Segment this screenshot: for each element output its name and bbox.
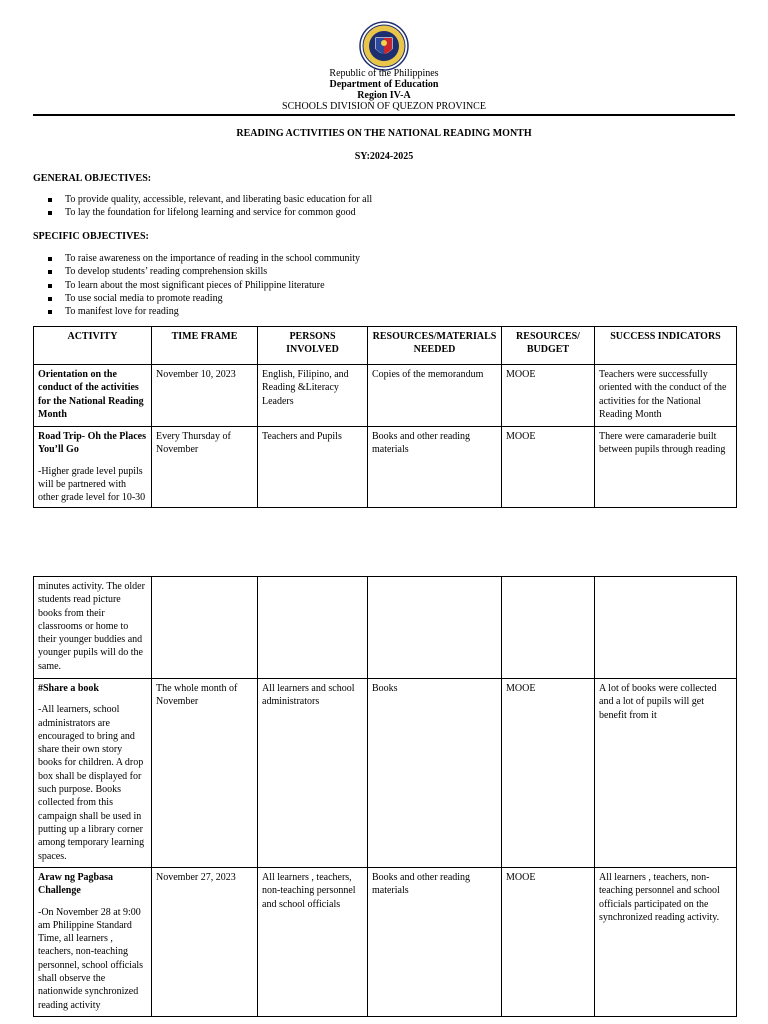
column-header-time-frame: TIME FRAME xyxy=(152,327,258,365)
list-item: To use social media to promote reading xyxy=(65,292,360,305)
school-year: SY:2024-2025 xyxy=(354,151,414,162)
deped-seal-icon xyxy=(356,21,412,71)
time-frame-cell: November 27, 2023 xyxy=(152,868,258,1017)
indicators-cell: Teachers were successfully oriented with the conduct of the activities for the National Reading Month xyxy=(595,365,737,427)
activity-description: -On November 28 at 9:00 am Philippine Standard Time, all learners , teachers, non-teaching personnel, school officials shall observe the nationwide synchronized reading activity xyxy=(38,906,144,1011)
header-division: SCHOOLS DIVISION OF QUEZON PROVINCE xyxy=(282,101,486,112)
activity-name: Araw ng Pagbasa Challenge xyxy=(38,872,114,897)
time-frame-cell xyxy=(152,577,258,679)
table-row xyxy=(34,577,737,679)
column-header-budget: RESOURCES/ BUDGET xyxy=(502,327,595,365)
table-row xyxy=(34,427,737,508)
budget-cell xyxy=(502,577,595,679)
indicators-cell: All learners , teachers, non-teaching personnel and school officials participated on the synchronized reading activity. xyxy=(595,868,737,1017)
activity-cell xyxy=(34,365,152,427)
table-header-row xyxy=(34,327,737,365)
activity-cell xyxy=(34,577,152,679)
materials-cell xyxy=(368,577,502,679)
table-row xyxy=(34,868,737,1017)
column-header-activity: ACTIVITY xyxy=(34,327,152,365)
table-row xyxy=(34,365,737,427)
list-item: To manifest love for reading xyxy=(65,305,360,318)
time-frame-cell: The whole month of November xyxy=(152,679,258,868)
activity-cell xyxy=(34,427,152,508)
time-frame-cell: Every Thursday of November xyxy=(152,427,258,508)
header-divider xyxy=(33,114,735,116)
activity-description: -Higher grade level pupils will be partnered with other grade level for 10-30 xyxy=(38,465,146,504)
column-header-materials: RESOURCES/MATERIALS NEEDED xyxy=(368,327,502,365)
specific-objectives-heading: SPECIFIC OBJECTIVES: xyxy=(33,231,149,242)
specific-objectives-list xyxy=(33,252,360,318)
header-region: Region IV-A xyxy=(357,90,411,101)
persons-cell: All learners , teachers, non-teaching personnel and school officials xyxy=(258,868,368,1017)
list-item: To develop students’ reading comprehension skills xyxy=(65,265,360,278)
general-objectives-list xyxy=(33,193,372,220)
materials-cell: Books and other reading materials xyxy=(368,427,502,508)
activity-name: Orientation on the conduct of the activities for the National Reading Month xyxy=(38,369,144,420)
materials-cell: Copies of the memorandum xyxy=(368,365,502,427)
activity-table xyxy=(33,326,737,508)
persons-cell: All learners and school administrators xyxy=(258,679,368,868)
general-objectives-heading: GENERAL OBJECTIVES: xyxy=(33,173,152,184)
list-item: To provide quality, accessible, relevant, and liberating basic education for all xyxy=(65,194,373,205)
activity-name: Road Trip- Oh the Places You’ll Go xyxy=(38,431,146,456)
list-item: To learn about the most significant pieces of Philippine literature xyxy=(65,279,360,292)
activity-name: #Share a book xyxy=(38,683,99,694)
list-item: To lay the foundation for lifelong learning and service for common good xyxy=(65,206,372,219)
column-header-persons: PERSONS INVOLVED xyxy=(258,327,368,365)
activity-description: minutes activity. The older students read picture books from their classrooms or home to their younger buddies and younger pupils will do the same. xyxy=(38,581,145,672)
document-title: READING ACTIVITIES ON THE NATIONAL READING MONTH xyxy=(236,128,532,139)
time-frame-cell: November 10, 2023 xyxy=(152,365,258,427)
activity-table-continued xyxy=(33,576,737,1017)
indicators-cell: There were camaraderie built between pupils through reading xyxy=(595,427,737,508)
header-republic: Republic of the Philippines xyxy=(329,68,439,79)
materials-cell: Books xyxy=(368,679,502,868)
budget-cell: MOOE xyxy=(502,427,595,508)
activity-cell xyxy=(34,868,152,1017)
indicators-cell: A lot of books were collected and a lot of pupils will get benefit from it xyxy=(595,679,737,868)
table-row xyxy=(34,679,737,868)
budget-cell: MOOE xyxy=(502,365,595,427)
persons-cell: Teachers and Pupils xyxy=(258,427,368,508)
budget-cell: MOOE xyxy=(502,868,595,1017)
budget-cell: MOOE xyxy=(502,679,595,868)
persons-cell xyxy=(258,577,368,679)
materials-cell: Books and other reading materials xyxy=(368,868,502,1017)
activity-description: -All learners, school administrators are encouraged to bring and share their own story books for children. A drop box shall be displayed for such purpose. Books collected from this campaign shall be used in putting up a library corner among temporary learning spaces. xyxy=(38,704,145,862)
activity-cell xyxy=(34,679,152,868)
list-item: To raise awareness on the importance of reading in the school community xyxy=(65,253,361,264)
header-department: Department of Education xyxy=(329,79,439,90)
indicators-cell xyxy=(595,577,737,679)
persons-cell: English, Filipino, and Reading &Literacy Leaders xyxy=(258,365,368,427)
column-header-indicators: SUCCESS INDICATORS xyxy=(595,327,737,365)
